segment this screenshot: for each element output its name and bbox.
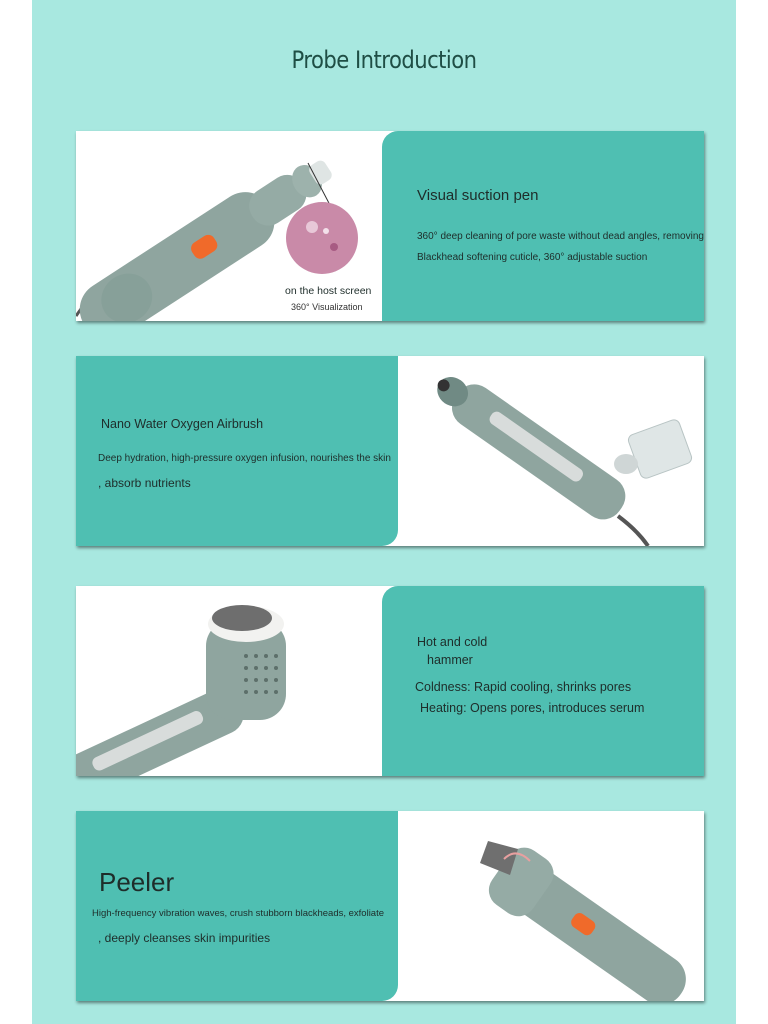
card-desc-line1: 360° deep cleaning of pore waste without dead angles, removing <box>417 231 704 242</box>
text-panel <box>76 356 398 546</box>
card-heading: Nano Water Oxygen Airbrush <box>101 417 264 431</box>
card-desc-line2: Heating: Opens pores, introduces serum <box>420 701 645 715</box>
card-desc-line2: , absorb nutrients <box>98 476 191 490</box>
image-caption-sub: 360° Visualization <box>291 302 363 312</box>
page-title: Probe Introduction <box>291 46 477 74</box>
card-desc-line1: Deep hydration, high-pressure oxygen infusion, nourishes the skin <box>98 453 391 464</box>
card-desc-line2: , deeply cleanses skin impurities <box>98 931 271 945</box>
card-nano-airbrush <box>76 356 704 546</box>
card-desc-line2: Blackhead softening cuticle, 360° adjustable suction <box>417 252 648 263</box>
card-desc-line1: Coldness: Rapid cooling, shrinks pores <box>415 680 632 694</box>
text-panel <box>382 131 704 321</box>
image-caption: on the host screen <box>285 285 372 297</box>
airbrush-image <box>398 356 704 546</box>
card-peeler <box>76 811 704 1001</box>
card-hot-cold-hammer <box>76 586 704 776</box>
card-visual-suction-pen <box>76 131 704 321</box>
card-heading: Peeler <box>99 867 175 897</box>
card-heading-line2: hammer <box>427 653 473 667</box>
card-heading-line1: Hot and cold <box>417 635 488 649</box>
skin-magnified-view <box>286 202 358 274</box>
peeler-image <box>398 811 704 1001</box>
card-heading: Visual suction pen <box>417 187 539 204</box>
text-panel <box>76 811 398 1001</box>
card-desc-line1: High-frequency vibration waves, crush stubborn blackheads, exfoliate <box>92 908 385 919</box>
text-panel <box>382 586 704 776</box>
hammer-image <box>76 586 376 776</box>
